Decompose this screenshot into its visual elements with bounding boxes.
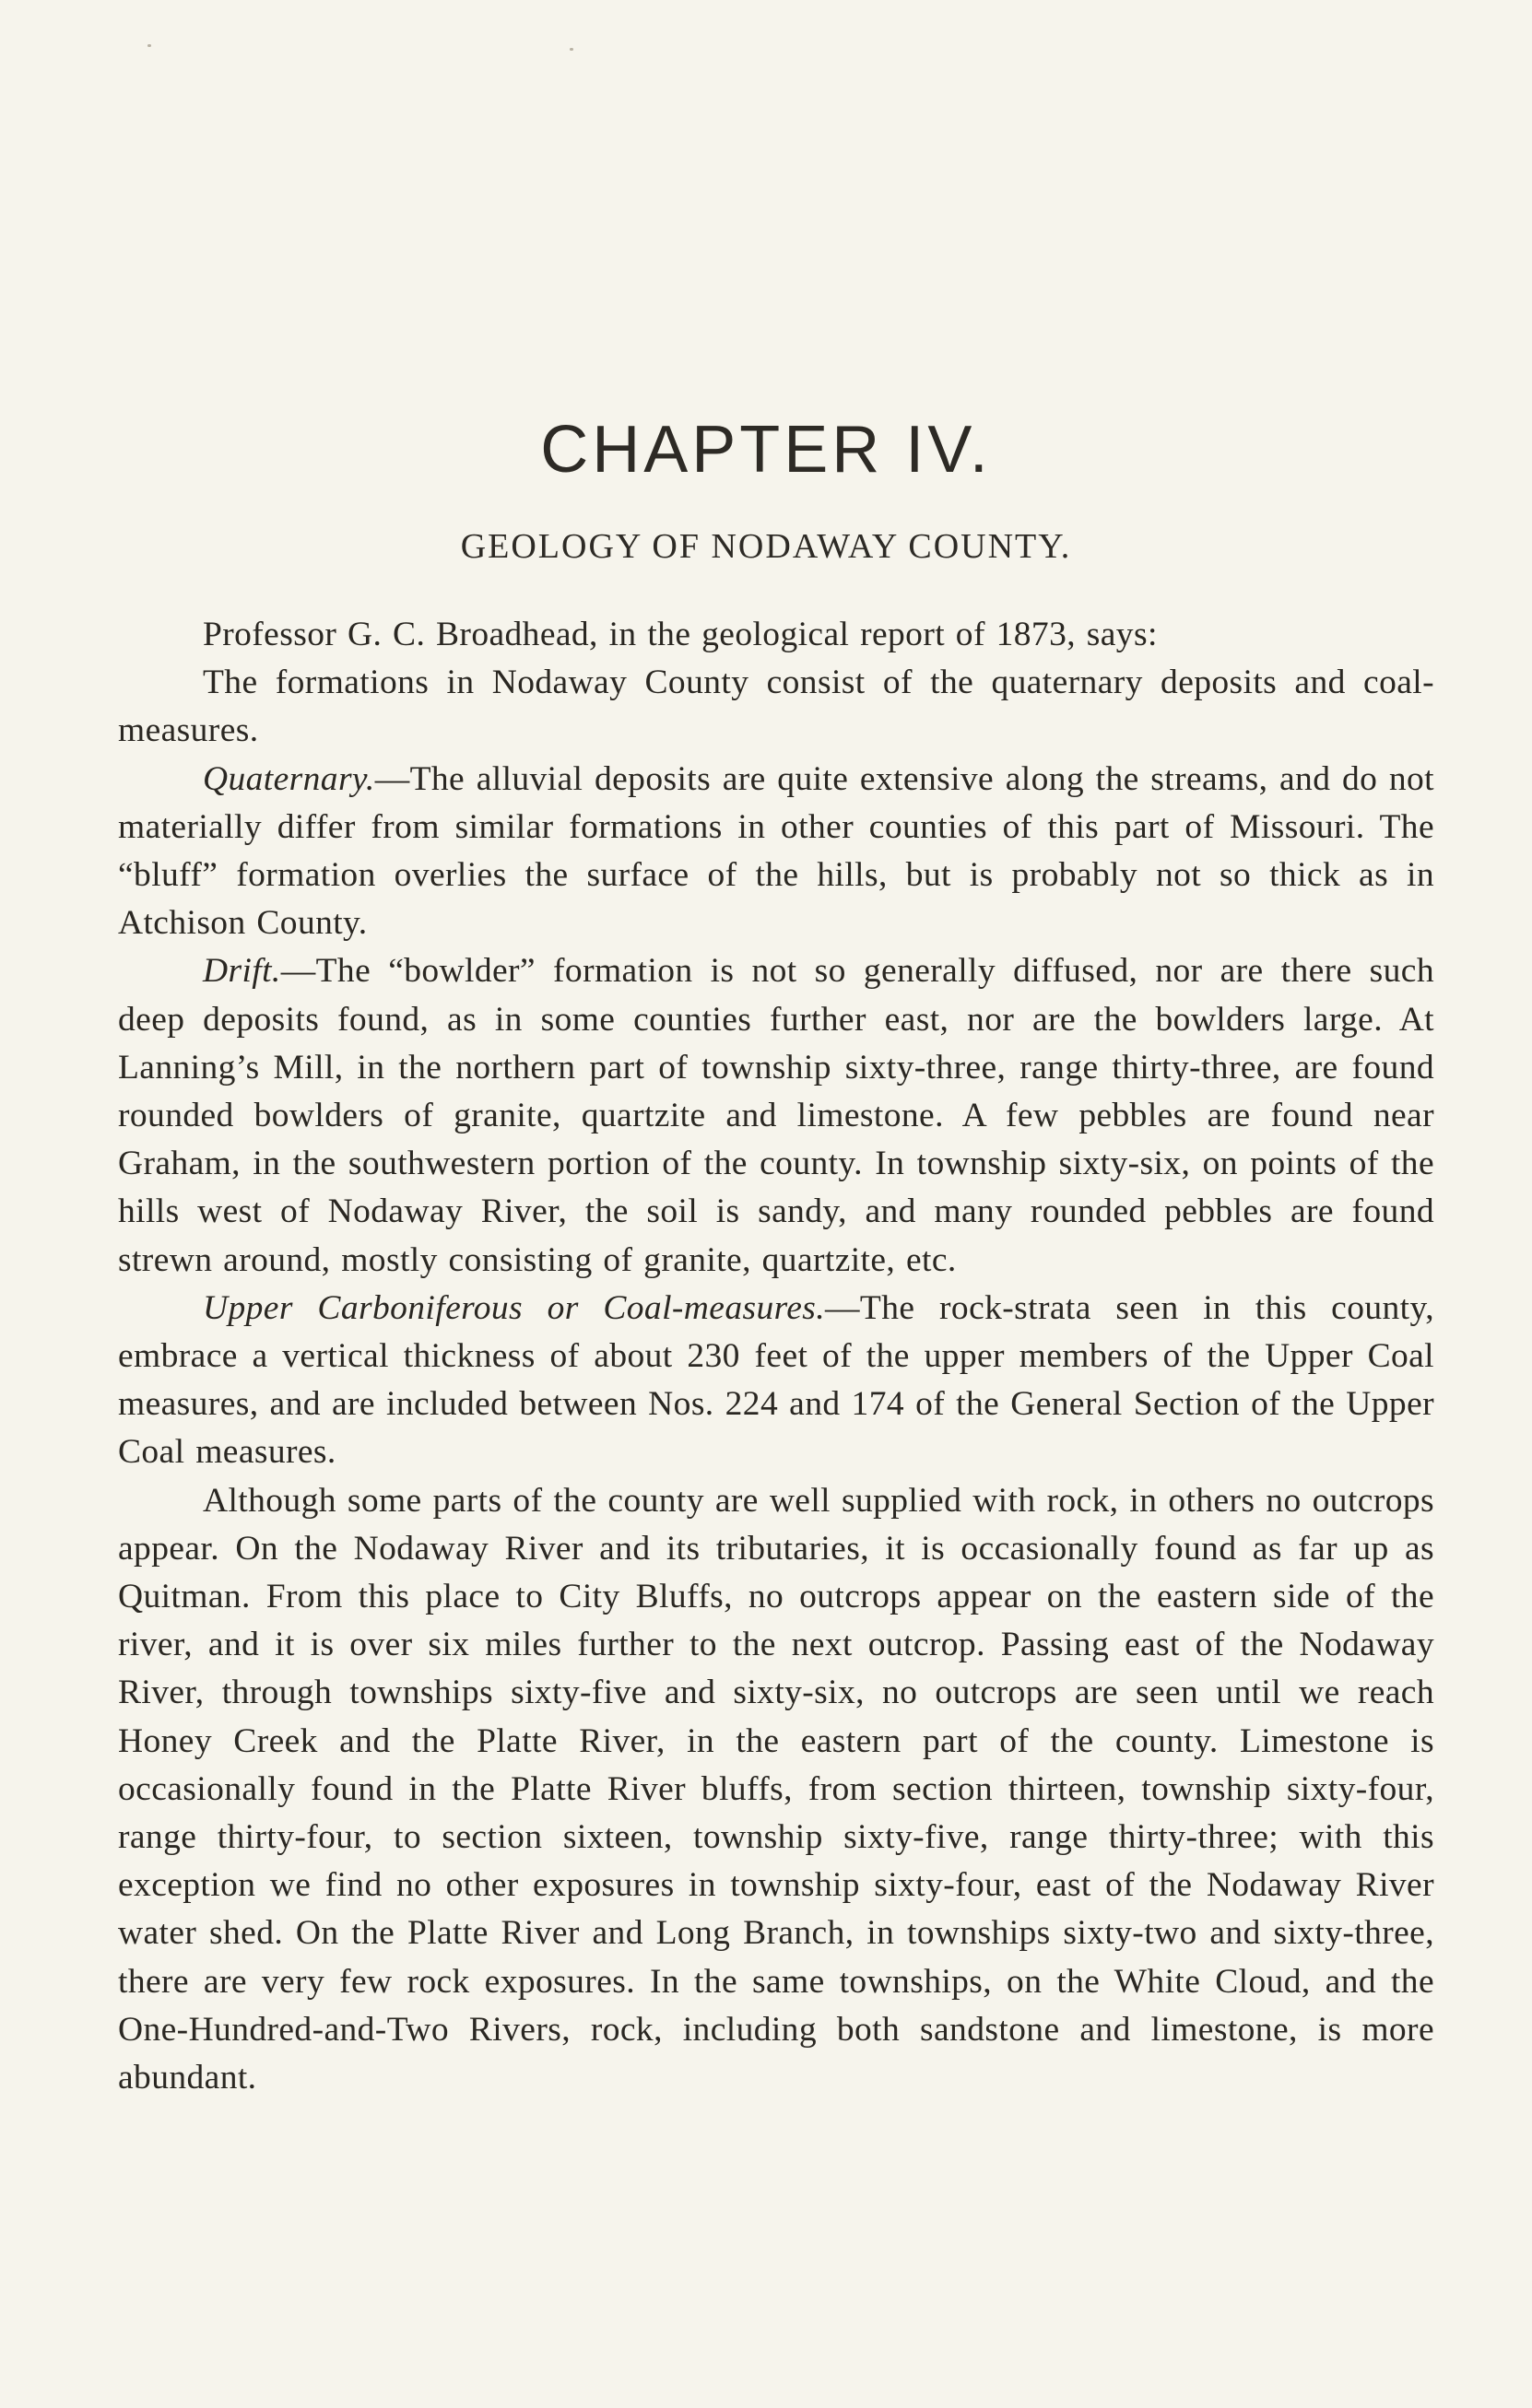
paragraph-outcrops <box>118 1477 1434 2103</box>
paragraph-intro <box>118 611 1434 659</box>
paragraph-formations <box>118 659 1434 755</box>
paper-speck <box>570 48 573 51</box>
paragraph-drift <box>118 947 1434 1284</box>
section-lead: Drift. <box>203 952 281 991</box>
paragraph-quaternary <box>118 756 1434 948</box>
paragraph-carboniferous <box>118 1285 1434 1477</box>
paragraph-text: Professor G. C. Broadhead, in the geological report of 1873, says: <box>203 616 1158 653</box>
chapter-subtitle: GEOLOGY OF NODAWAY COUNTY. <box>460 527 1072 566</box>
section-lead: Quaternary. <box>203 759 375 798</box>
paragraph-text: —The rock-strata seen in this county, embrace a vertical thickness of about 230 feet of the upper members of the Upper Coal measures, and are included between Nos. 224 and 174 of the General Section of the Upper Coal measures. <box>118 1288 1434 1472</box>
paper-speck <box>147 44 151 47</box>
paragraph-text: —The alluvial deposits are quite extensive along the streams, and do not materially differ from similar formations in other counties of this part of Missouri. The “bluff” formation overlies the surface of the hills, but is probably not so thick as in Atchison County. <box>118 759 1434 943</box>
body-text <box>118 611 1434 2102</box>
paragraph-text: The formations in Nodaway County consist of the quaternary deposits and coal-measures. <box>118 664 1434 750</box>
chapter-title: CHAPTER IV. <box>540 413 992 487</box>
section-lead: Upper Carboniferous or Coal-measures. <box>203 1288 826 1327</box>
paragraph-text: Although some parts of the county are well supplied with rock, in others no outcrops appear. On the Nodaway River and its tributaries, it is occasionally found as far up as Quitman. From this place to City Bluffs, no outcrops appear on the eastern side of the river, and it is over six miles further to the next outcrop. Passing east of the Nodaway River, through townships sixty-five and sixty-six, no outcrops are seen until we reach Honey Creek and the Platte River, in the eastern part of the county. Limestone is occasionally found in the Platte River bluffs, from section thirteen, township sixty-four, range thirty-four, to section sixteen, township sixty-five, range thirty-three; with this exception we find no other exposures in township sixty-four, east of the Nodaway River water shed. On the Platte River and Long Branch, in townships sixty-two and sixty-three, there are very few rock exposures. In the same townships, on the White Cloud, and the One-Hundred-and-Two Rivers, rock, including both sandstone and limestone, is more abundant. <box>118 1481 1434 2097</box>
paragraph-text: —The “bowlder” formation is not so generally diffused, nor are there such deep deposits found, as in some counties further east, nor are the bowlders large. At Lanning’s Mill, in the northern part of township sixty-three, range thirty-three, are found rounded bowlders of granite, quartzite and limestone. A few pebbles are found near Graham, in the southwestern portion of the county. In township sixty-six, on points of the hills west of Nodaway River, the soil is sandy, and many rounded pebbles are found strewn around, mostly consisting of granite, quartzite, etc. <box>118 952 1434 1279</box>
